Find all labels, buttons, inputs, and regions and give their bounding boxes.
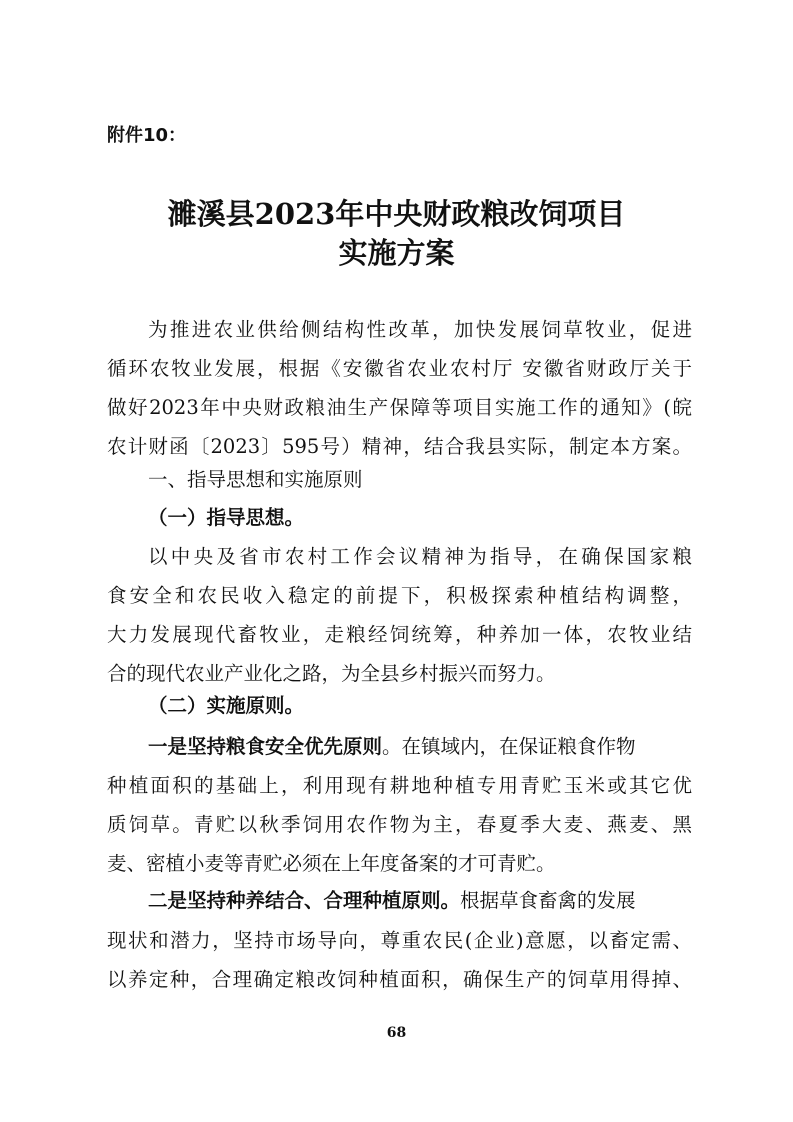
- intro-line-3: 做好2023年中央财政粮油生产保障等项目实施工作的通知》(皖: [107, 396, 692, 419]
- intro-line-2: 循环农牧业发展，根据《安徽省农业农村厅 安徽省财政厅关于: [107, 357, 692, 380]
- principle-1-line-3: 质饲草。青贮以秋季饲用农作物为主，春夏季大麦、燕麦、黑: [107, 813, 692, 836]
- principle-1-line-2: 种植面积的基础上，利用现有耕地种植专用青贮玉米或其它优: [107, 774, 692, 797]
- principle-2-line-1: [148, 884, 692, 918]
- principle-2-lead: 二是坚持种养结合、合理种植原则。: [148, 889, 461, 912]
- intro-line-4: 农计财函〔2023〕595号）精神，结合我县实际，制定本方案。: [107, 435, 692, 458]
- principle-1-line-4: 麦、密植小麦等青贮必须在上年度备案的才可青贮。: [107, 852, 556, 875]
- subsection-heading-2: （二）实施原则。: [148, 694, 305, 717]
- guiding-line-3: 大力发展现代畜牧业，走粮经饲统筹，种养加一体，农牧业结: [107, 623, 692, 646]
- page-number: 68: [386, 1025, 407, 1041]
- document-title-line-1: 濉溪县2023年中央财政粮改饲项目: [167, 197, 626, 231]
- principle-1-lead: 一是坚持粮食安全优先原则: [148, 735, 383, 758]
- principle-1-text-start: 。在镇域内，在保证粮食作物: [382, 735, 636, 758]
- intro-line-1: 为推进农业供给侧结构性改革，加快发展饲草牧业，促进: [148, 318, 692, 341]
- principle-1-line-1: [148, 730, 692, 764]
- guiding-line-1: 以中央及省市农村工作会议精神为指导，在确保国家粮: [148, 545, 692, 568]
- guiding-line-2: 食安全和农民收入稳定的前提下，积极探索种植结构调整，: [107, 584, 692, 607]
- attachment-label: 附件10：: [107, 125, 187, 146]
- section-heading-1: 一、指导思想和实施原则: [148, 468, 363, 491]
- guiding-line-4: 合的现代农业产业化之路，为全县乡村振兴而努力。: [107, 662, 556, 685]
- principle-2-line-3: 以养定种，合理确定粮改饲种植面积，确保生产的饲草用得掉、: [107, 968, 692, 991]
- document-title-line-2: 实施方案: [338, 236, 455, 270]
- principle-2-line-2: 现状和潜力，坚持市场导向，尊重农民(企业)意愿，以畜定需、: [107, 929, 692, 952]
- principle-2-text-start: 根据草食畜禽的发展: [460, 889, 636, 912]
- subsection-heading-1: （一）指导思想。: [148, 506, 305, 529]
